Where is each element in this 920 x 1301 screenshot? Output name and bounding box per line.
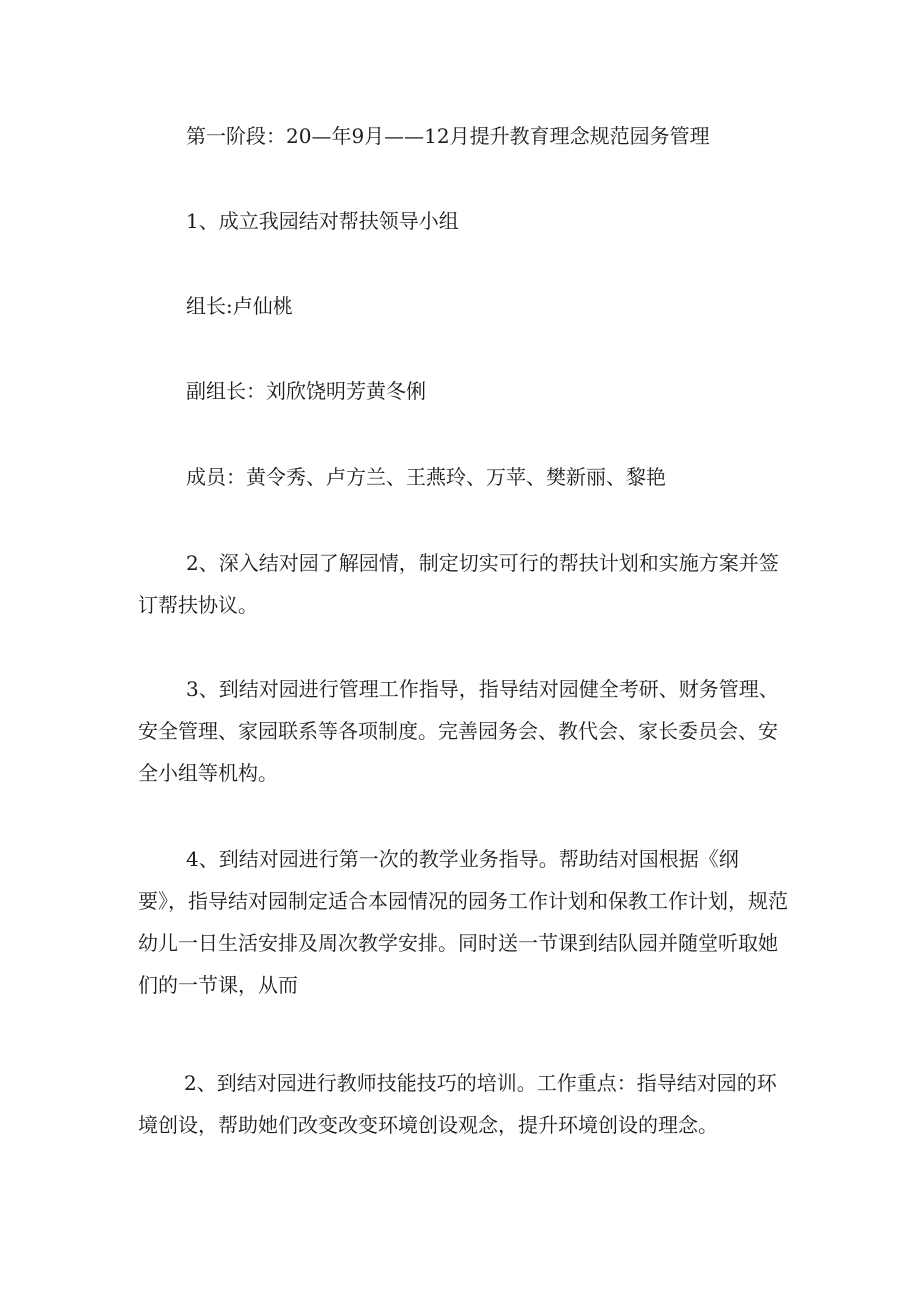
item-2-teacher-skill-training: 2、到结对园进行教师技能技巧的培训。工作重点：指导结对园的环境创设，帮助她们改变改变环境创设观念，提升环境创设的理念。 xyxy=(138,1071,777,1137)
item-2-assistance-plan: 2、深入结对园了解园情，制定切实可行的帮扶计划和实施方案并签订帮扶协议。 xyxy=(138,551,779,617)
stage-heading: 第一阶段：20—年9月——12月提升教育理念规范园务管理 xyxy=(186,124,710,148)
deputy-group-leaders: 副组长：刘欣饶明芳黄冬俐 xyxy=(186,379,426,403)
item-3-management-guidance: 3、到结对园进行管理工作指导，指导结对园健全考研、财务管理、安全管理、家园联系等各项制度。完善园务会、教代会、家长委员会、安全小组等机构。 xyxy=(138,677,779,785)
item-1-leadership-group: 1、成立我园结对帮扶领导小组 xyxy=(186,209,459,233)
group-members: 成员：黄令秀、卢方兰、王燕玲、万苹、樊新丽、黎艳 xyxy=(186,465,666,489)
group-leader: 组长:卢仙桃 xyxy=(186,294,293,318)
item-4-teaching-guidance: 4、到结对园进行第一次的教学业务指导。帮助结对国根据《纲要》，指导结对园制定适合本园情况的园务工作计划和保教工作计划，规范幼儿一日生活安排及周次教学安排。同时送一节课到结队园并随堂听取她们的一节课，从而 xyxy=(138,847,788,997)
